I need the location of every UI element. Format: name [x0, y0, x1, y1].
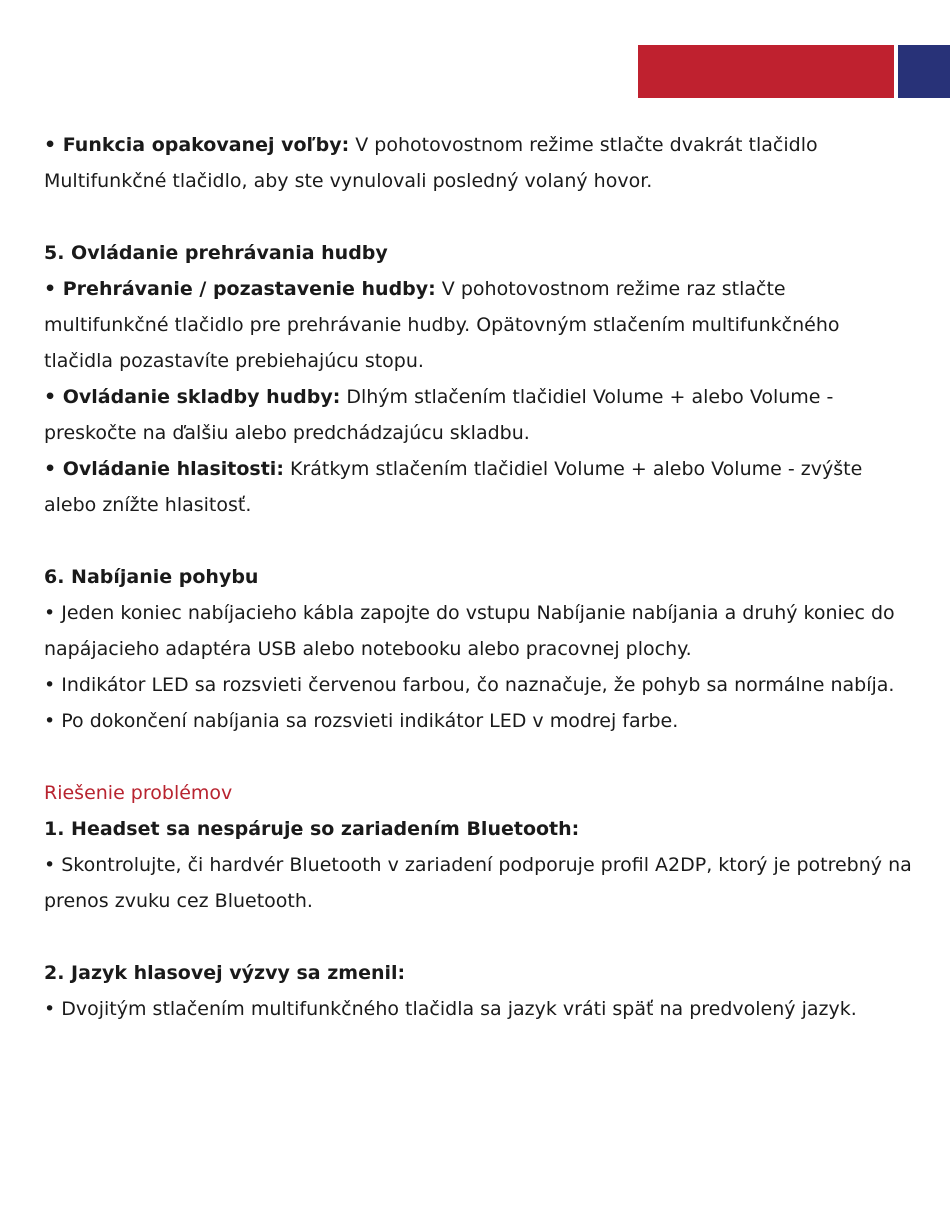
track-control-label: • Ovládanie skladby hudby:: [44, 386, 341, 408]
redial-paragraph: [44, 127, 914, 199]
music-play-pause-item: [44, 271, 914, 379]
section6-heading: 6. Nabíjanie pohybu: [44, 566, 259, 588]
header-accent-bar-red: [638, 45, 894, 98]
problem2-item: • Dvojitým stlačením multifunkčného tlačidla sa jazyk vráti späť na predvolený jazyk.: [44, 998, 857, 1020]
volume-control-item: [44, 451, 914, 523]
spacer: [44, 919, 914, 955]
spacer: [44, 739, 914, 775]
music-play-pause-label: • Prehrávanie / pozastavenie hudby:: [44, 278, 436, 300]
charging-item: • Indikátor LED sa rozsvieti červenou farbou, čo naznačuje, že pohyb sa normálne nabíja.: [44, 674, 895, 696]
track-control-item: [44, 379, 914, 451]
charging-item: • Jeden koniec nabíjacieho kábla zapojte do vstupu Nabíjanie nabíjania a druhý koniec do napájacieho adaptéra USB alebo notebooku alebo pracovnej plochy.: [44, 602, 895, 660]
manual-content: [44, 127, 914, 1027]
redial-label: • Funkcia opakovanej voľby:: [44, 134, 350, 156]
header-accent-bar-blue: [898, 45, 950, 98]
charging-item: • Po dokončení nabíjania sa rozsvieti indikátor LED v modrej farbe.: [44, 710, 679, 732]
troubleshooting-title: Riešenie problémov: [44, 782, 233, 804]
redial-text: V pohotovostnom režime stlačte dvakrát tlačidlo Multifunkčné tlačidlo, aby ste vynulovali posledný volaný hovor.: [44, 134, 818, 192]
problem1-heading: 1. Headset sa nespáruje so zariadením Bluetooth:: [44, 818, 580, 840]
section5-heading: 5. Ovládanie prehrávania hudby: [44, 242, 388, 264]
problem1-item: • Skontrolujte, či hardvér Bluetooth v zariadení podporuje profil A2DP, ktorý je potrebný na prenos zvuku cez Bluetooth.: [44, 854, 912, 912]
music-play-pause-text: V pohotovostnom režime raz stlačte multifunkčné tlačidlo pre prehrávanie hudby. Opätovným stlačením multifunkčného tlačidla pozastavíte prebiehajúcu stopu.: [44, 278, 840, 372]
volume-control-text: Krátkym stlačením tlačidiel Volume + alebo Volume - zvýšte alebo znížte hlasitosť.: [44, 458, 863, 516]
spacer: [44, 199, 914, 235]
problem2-heading: 2. Jazyk hlasovej výzvy sa zmenil:: [44, 962, 406, 984]
volume-control-label: • Ovládanie hlasitosti:: [44, 458, 284, 480]
spacer: [44, 523, 914, 559]
track-control-text: Dlhým stlačením tlačidiel Volume + alebo Volume - preskočte na ďalšiu alebo predchádzajúcu skladbu.: [44, 386, 834, 444]
